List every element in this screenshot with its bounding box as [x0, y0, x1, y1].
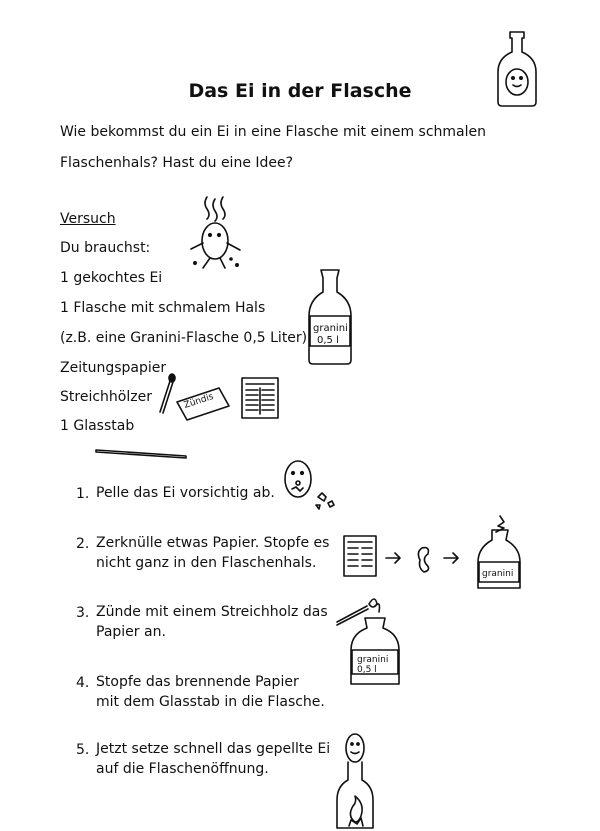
peeled-egg-drawing: [278, 455, 340, 515]
lit-match-bottle-drawing: [335, 592, 415, 692]
step-2-number: 2.: [76, 536, 90, 552]
bottle-label-text: granini: [357, 655, 389, 665]
egg-on-bottle-drawing: [335, 730, 395, 830]
granini-bottle-drawing: [305, 268, 355, 368]
step-1-text: Pelle das Ei vorsichtig ab.: [96, 485, 275, 501]
versuch-heading: Versuch: [60, 211, 116, 227]
materials-need-label: Du brauchst:: [60, 240, 151, 256]
crumple-sequence-drawing: [340, 512, 540, 592]
step-4-line-2: mit dem Glasstab in die Flasche.: [96, 694, 325, 710]
step-2-line-1: Zerknülle etwas Papier. Stopfe es: [96, 535, 330, 551]
material-item: 1 Flasche mit schmalem Hals: [60, 300, 266, 316]
bottle-label-text: granini: [313, 323, 348, 334]
matchbox-label-text: Zündis: [182, 391, 215, 411]
cooked-egg-drawing: [185, 195, 245, 280]
step-4-line-1: Stopfe das brennende Papier: [96, 674, 299, 690]
material-item: Zeitungspapier: [60, 360, 167, 376]
matchbox-drawing: [175, 384, 235, 424]
material-item: (z.B. eine Granini-Flasche 0,5 Liter): [60, 330, 308, 346]
material-item: Streichhölzer: [60, 389, 152, 405]
bottle-label-text: granini: [482, 569, 514, 579]
step-3-number: 3.: [76, 605, 90, 621]
step-3-line-2: Papier an.: [96, 624, 166, 640]
step-5-line-2: auf die Flaschenöffnung.: [96, 761, 269, 777]
material-item: 1 gekochtes Ei: [60, 270, 163, 286]
intro-line-2: Flaschenhals? Hast du eine Idee?: [60, 155, 294, 171]
step-2-line-2: nicht ganz in den Flaschenhals.: [96, 555, 317, 571]
page-title: Das Ei in der Flasche: [188, 80, 412, 102]
step-3-line-1: Zünde mit einem Streichholz das: [96, 604, 328, 620]
material-item: 1 Glasstab: [60, 418, 135, 434]
step-1-number: 1.: [76, 486, 90, 502]
intro-line-1: Wie bekommst du ein Ei in eine Flasche mit einem schmalen: [60, 124, 486, 140]
bottle-volume-text: 0,5 l: [317, 335, 339, 346]
glass-rod-drawing: [94, 446, 194, 460]
newspaper-drawing: [240, 376, 282, 422]
step-4-number: 4.: [76, 675, 90, 691]
step-5-line-1: Jetzt setze schnell das gepellte Ei: [96, 741, 331, 757]
bottle-volume-text: 0,5 l: [357, 665, 377, 675]
step-5-number: 5.: [76, 742, 90, 758]
egg-in-bottle-drawing: [492, 30, 542, 110]
